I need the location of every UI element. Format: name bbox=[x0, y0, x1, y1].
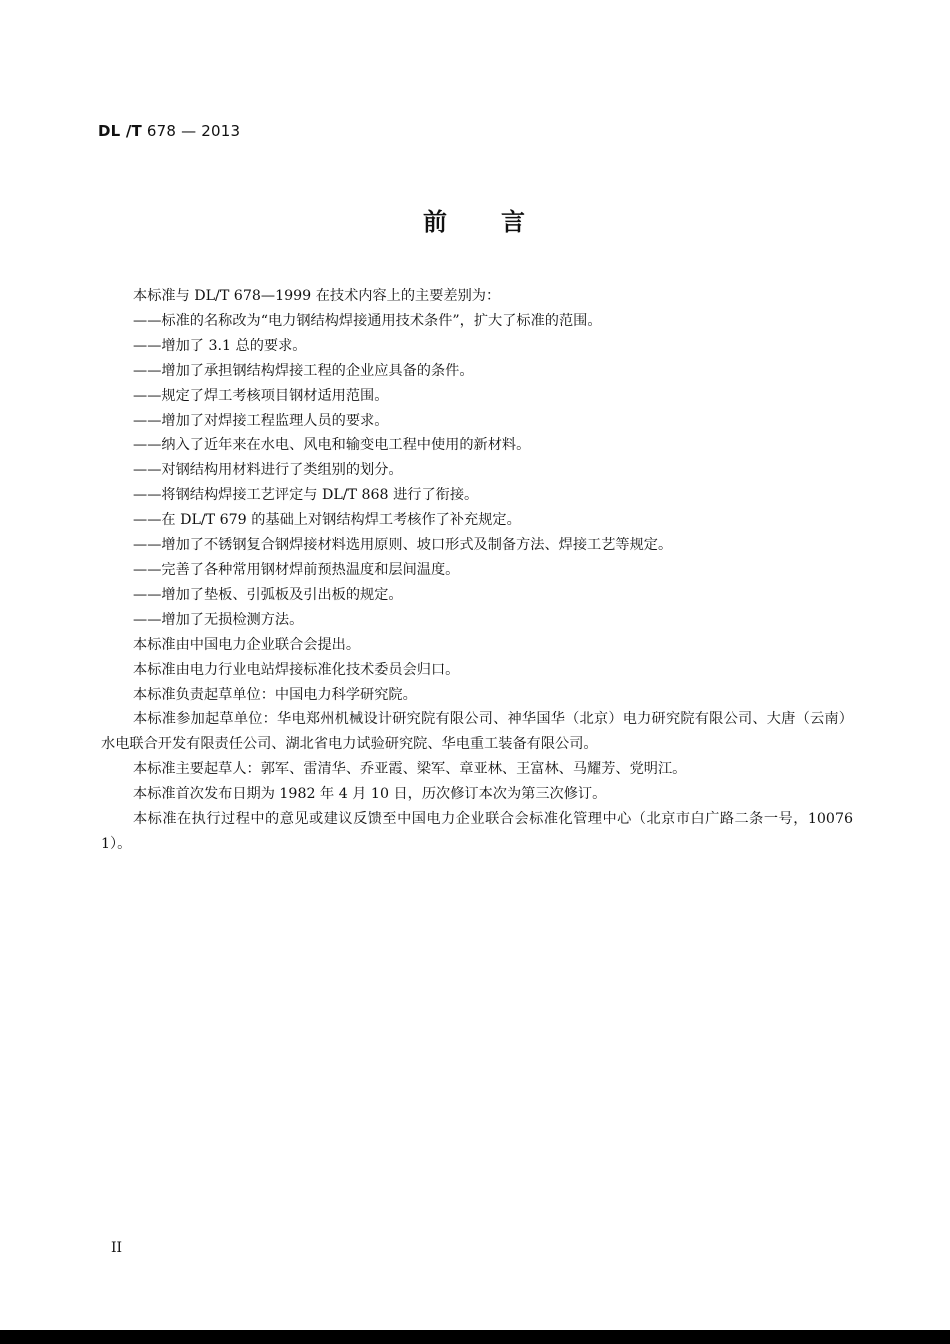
paragraph: 本标准主要起草人：郭军、雷清华、乔亚霞、梁军、章亚林、王富林、马耀芳、党明江。 bbox=[133, 761, 687, 778]
list-item: ——增加了承担钢结构焊接工程的企业应具备的条件。 bbox=[133, 362, 474, 379]
list-item: ——增加了垫板、引弧板及引出板的规定。 bbox=[133, 586, 403, 603]
paragraph: 本标准由中国电力企业联合会提出。 bbox=[133, 636, 361, 653]
bottom-edge-bar bbox=[0, 1330, 950, 1344]
page-number: II bbox=[111, 1240, 123, 1256]
document-code-number: 678 — 2013 bbox=[141, 122, 241, 140]
list-item: ——在 DL/T 679 的基础上对钢结构焊工考核作了补充规定。 bbox=[133, 512, 521, 529]
list-item: ——增加了无损检测方法。 bbox=[133, 611, 304, 628]
paragraph: 本标准参加起草单位：华电郑州机械设计研究院有限公司、神华国华（北京）电力研究院有限公司、大唐（云南）水电联合开发有限责任公司、湖北省电力试验研究院、华电重工装备有限公司。 bbox=[101, 711, 853, 753]
paragraph: 本标准在执行过程中的意见或建议反馈至中国电力企业联合会标准化管理中心（北京市白广路二条一号，100761）。 bbox=[101, 811, 853, 852]
list-item: ——增加了不锈钢复合钢焊接材料选用原则、坡口形式及制备方法、焊接工艺等规定。 bbox=[133, 537, 673, 554]
document-code bbox=[98, 122, 240, 140]
paragraph: 本标准由电力行业电站焊接标准化技术委员会归口。 bbox=[133, 661, 460, 678]
list-item: ——纳入了近年来在水电、风电和输变电工程中使用的新材料。 bbox=[133, 437, 531, 454]
list-item: ——将钢结构焊接工艺评定与 DL/T 868 进行了衔接。 bbox=[133, 487, 479, 504]
document-code-prefix: DL /T bbox=[98, 122, 142, 140]
list-item: ——增加了 3.1 总的要求。 bbox=[133, 337, 307, 354]
list-item: ——完善了各种常用钢材焊前预热温度和层间温度。 bbox=[133, 561, 460, 578]
paragraph: 本标准首次发布日期为 1982 年 4 月 10 日，历次修订本次为第三次修订。 bbox=[133, 786, 607, 803]
foreword-body bbox=[101, 284, 853, 857]
list-item: ——标准的名称改为“电力钢结构焊接通用技术条件”，扩大了标准的范围。 bbox=[133, 312, 602, 329]
list-item: ——增加了对焊接工程监理人员的要求。 bbox=[133, 412, 389, 429]
list-item: ——对钢结构用材料进行了类组别的划分。 bbox=[133, 462, 403, 479]
paragraph: 本标准负责起草单位：中国电力科学研究院。 bbox=[133, 686, 417, 703]
paragraph: 本标准与 DL/T 678—1999 在技术内容上的主要差别为： bbox=[133, 288, 501, 304]
list-item: ——规定了焊工考核项目钢材适用范围。 bbox=[133, 387, 389, 404]
page-title: 前 言 bbox=[423, 208, 527, 236]
